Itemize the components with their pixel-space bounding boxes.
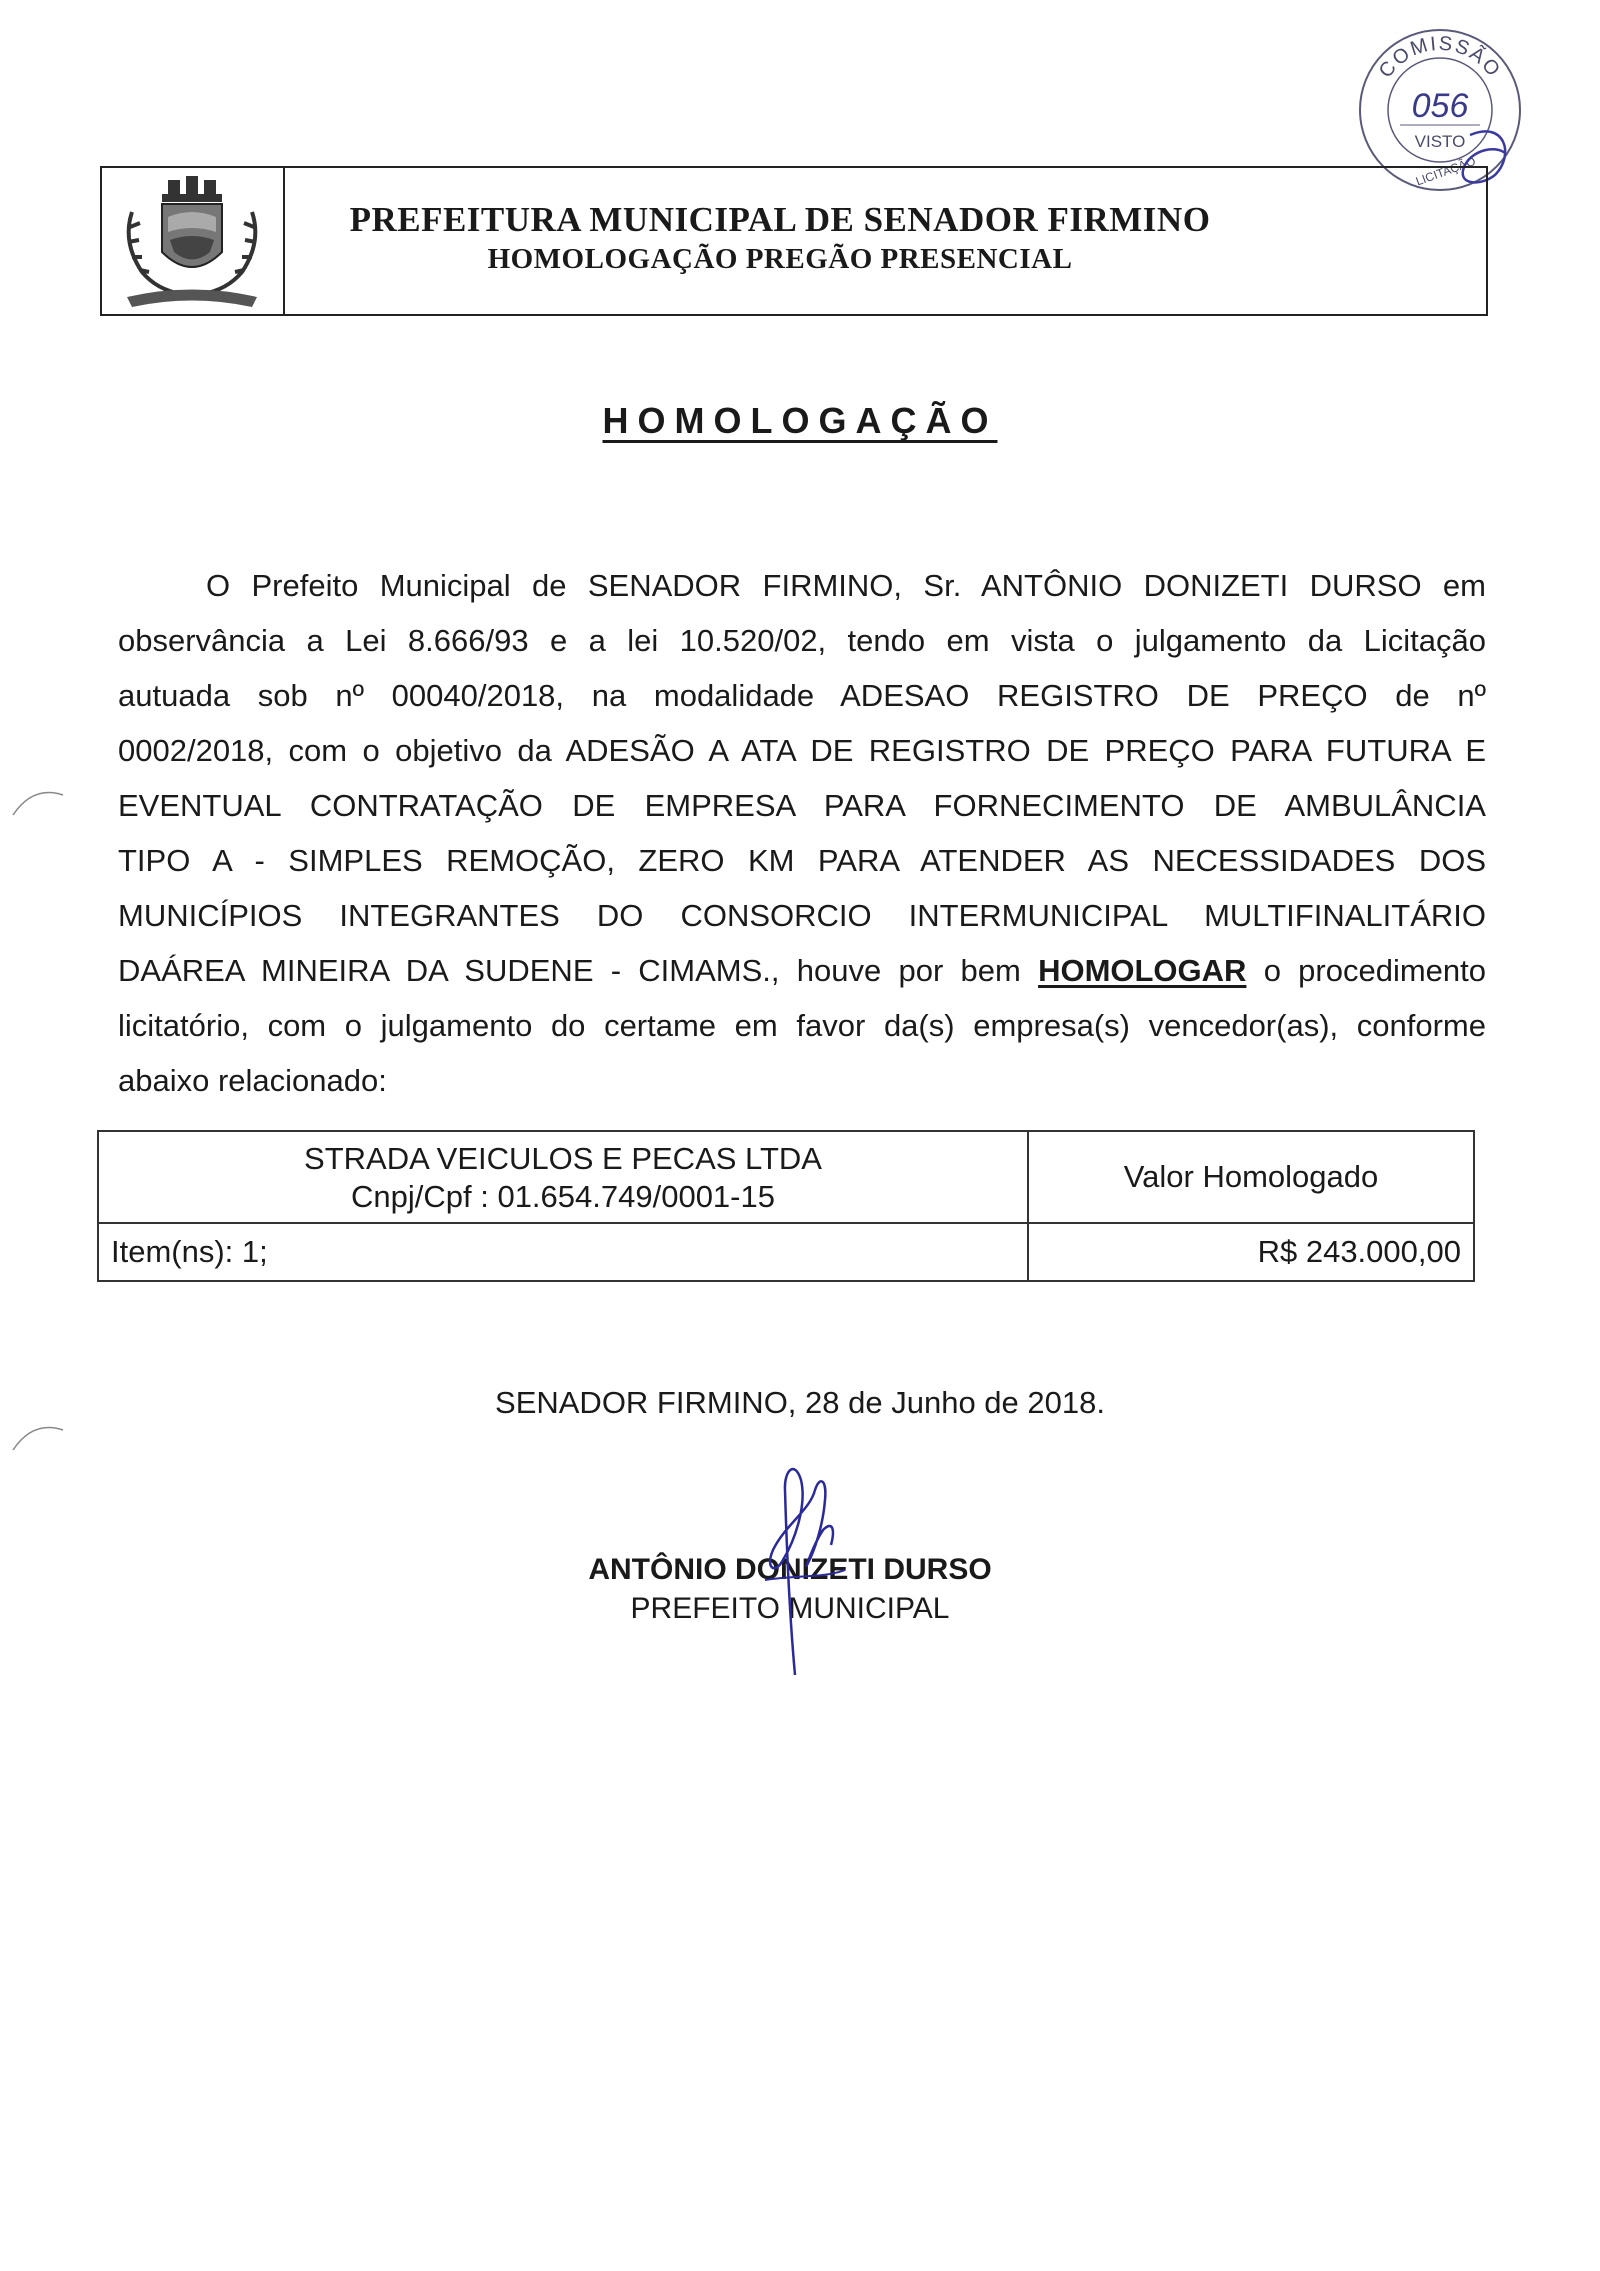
body-line: autuada sob nº 00040/2018, na modalidade ADESAO REGISTRO DE PREÇO de nº	[118, 678, 1486, 713]
value-header: Valor Homologado	[1028, 1131, 1474, 1223]
company-name: STRADA VEICULOS E PECAS LTDA	[304, 1141, 822, 1176]
company-cell	[98, 1131, 1028, 1223]
stamp-number: 056	[1411, 87, 1469, 125]
body-line: TIPO A - SIMPLES REMOÇÃO, ZERO KM PARA ATENDER AS NECESSIDADES DOS	[118, 843, 1486, 878]
margin-mark	[8, 780, 68, 820]
items-cell: Item(ns): 1;	[98, 1223, 1028, 1281]
doc-type: HOMOLOGAÇÃO PREGÃO PRESENCIAL	[487, 243, 1073, 275]
municipal-crest-icon	[112, 172, 272, 312]
document-title	[500, 400, 1100, 442]
company-cnpj: Cnpj/Cpf : 01.654.749/0001-15	[351, 1179, 775, 1214]
org-name: PREFEITURA MUNICIPAL DE SENADOR FIRMINO	[349, 200, 1211, 239]
handwritten-signature	[735, 1450, 865, 1680]
stamp-lower-text: LICITAÇÃO	[1413, 153, 1478, 189]
body-paragraph	[118, 558, 1486, 1108]
body-line-8-before: DAÁREA MINEIRA DA SUDENE - CIMAMS., houve por bem	[118, 953, 1021, 988]
amount-cell: R$ 243.000,00	[1028, 1223, 1474, 1281]
signatory-name: ANTÔNIO DONIZETI DURSO	[588, 1553, 992, 1586]
date-line: SENADOR FIRMINO, 28 de Junho de 2018.	[495, 1385, 1105, 1420]
body-line: MUNICÍPIOS INTEGRANTES DO CONSORCIO INTERMUNICIPAL MULTIFINALITÁRIO	[118, 898, 1486, 933]
body-line: abaixo relacionado:	[118, 1063, 387, 1098]
body-line: licitatório, com o julgamento do certame em favor da(s) empresa(s) vencedor(as), conforme	[118, 1008, 1486, 1043]
stamp-arc-text: COMISSÃO	[1374, 32, 1506, 83]
document-title-text: HOMOLOGAÇÃO	[602, 400, 998, 441]
homologar-highlight: HOMOLOGAR	[1038, 953, 1247, 988]
letterhead-box	[100, 166, 1488, 316]
body-line-8-after: o procedimento	[1263, 953, 1486, 988]
stamp-visto: VISTO	[1414, 132, 1466, 151]
margin-mark	[8, 1415, 68, 1455]
body-line: EVENTUAL CONTRATAÇÃO DE EMPRESA PARA FORNECIMENTO DE AMBULÂNCIA	[118, 788, 1486, 823]
body-line-homologar	[118, 943, 1486, 998]
body-line: observância a Lei 8.666/93 e a lei 10.520/02, tendo em vista o julgamento da Licitação	[118, 623, 1486, 658]
signatory-title: PREFEITO MUNICIPAL	[630, 1592, 950, 1625]
winner-table	[97, 1130, 1475, 1282]
crest-cell	[102, 168, 285, 314]
body-line: O Prefeito Municipal de SENADOR FIRMINO, Sr. ANTÔNIO DONIZETI DURSO em	[206, 568, 1486, 603]
body-line: 0002/2018, com o objetivo da ADESÃO A ATA DE REGISTRO DE PREÇO PARA FUTURA E	[118, 733, 1486, 768]
